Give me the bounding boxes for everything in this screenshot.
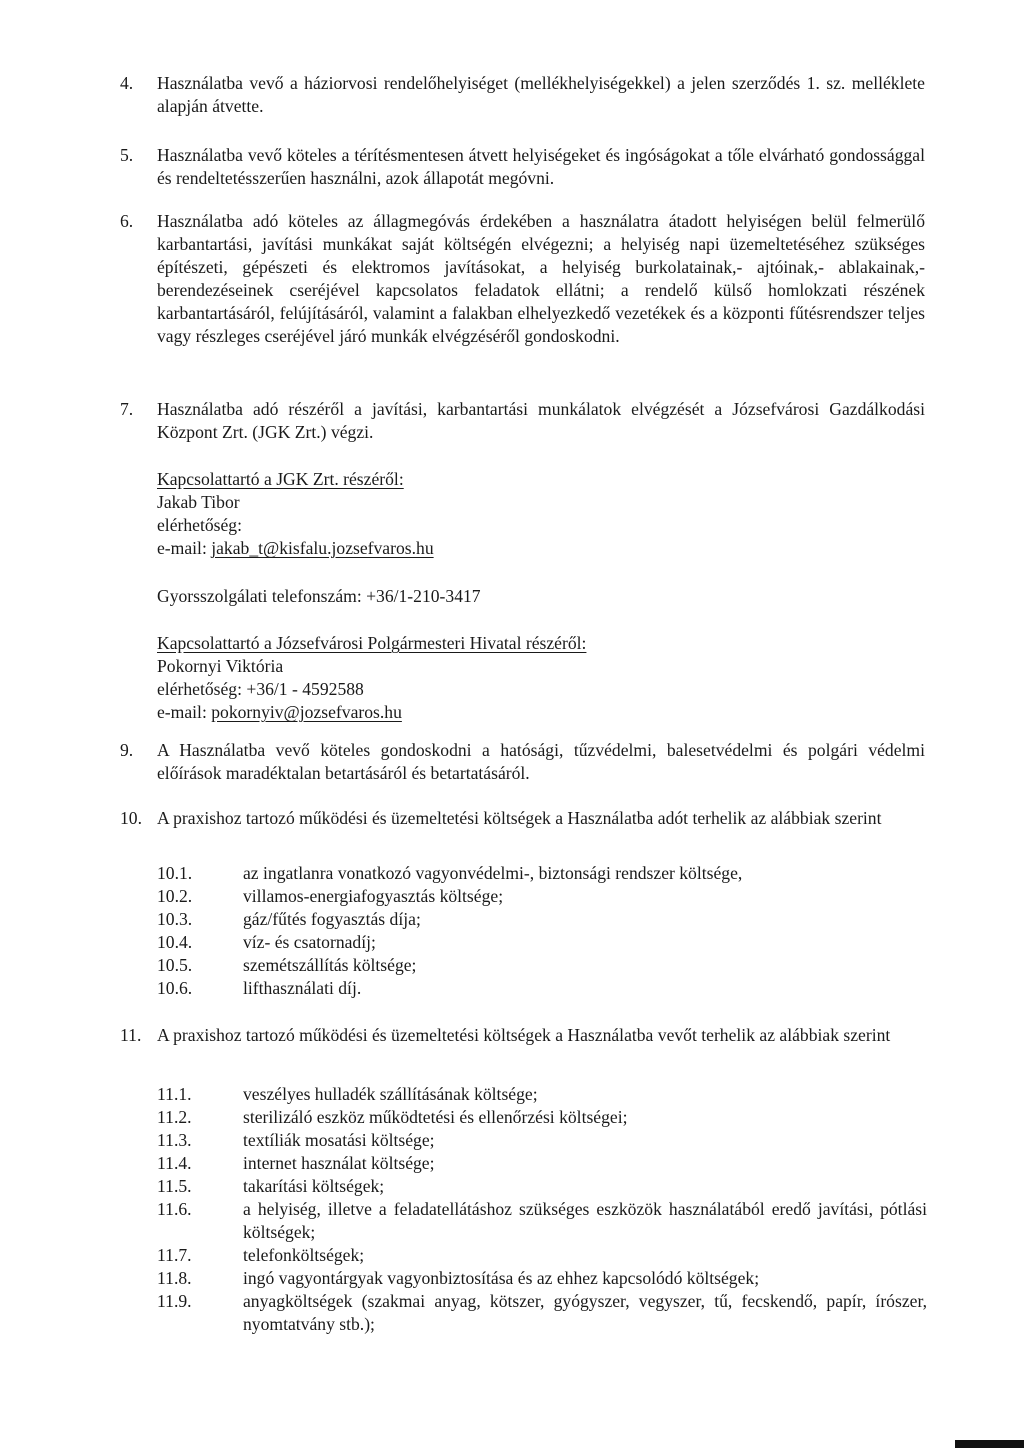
clause-9 [120,739,925,785]
list-item: 11.5. takarítási költségek; [157,1176,385,1196]
contact-jgk-email-line [157,537,917,560]
clause-7 [120,398,925,444]
clause-text: Használatba adó részéről a javítási, karbantartási munkálatok elvégzését a Józsefvárosi Gazdálkodási Központ Zrt. (JGK Zrt.) végzi. [157,399,925,442]
clause-text: A Használatba vevő köteles gondoskodni a hatósági, tűzvédelmi, balesetvédelmi és polgári védelmi előírások maradéktalan betartásáról és betartatásáról. [157,740,925,783]
clause-number: 5. [120,145,134,165]
clause-number: 7. [120,399,134,419]
clause-text: A praxishoz tartozó működési és üzemeltetési költségek a Használatba adót terhelik az alábbiak szerint [157,808,882,828]
clause-number: 11. [120,1025,142,1045]
list-item: 11.9. anyagköltségek (szakmai anyag, kötszer, gyógyszer, vegyszer, tű, fecskendő, papír, írószer, nyomtatvány stb.); [157,1291,927,1334]
contact-jgk-email-link[interactable]: jakab_t@kisfalu.jozsefvaros.hu [211,538,434,558]
list-item: 11.3. textíliák mosatási költsége; [157,1130,435,1150]
list-item: 11.7. telefonköltségek; [157,1245,365,1265]
clause-5 [120,144,925,190]
clause-text: Használatba vevő a háziorvosi rendelőhelyiséget (mellékhelyiségekkel) a jelen szerződés 1. sz. melléklete alapján átvette. [157,73,925,116]
email-label: e-mail: [157,702,212,722]
contact-jgk-heading: Kapcsolattartó a JGK Zrt. részéről: [157,469,404,489]
contact-jgk-reach-label: elérhetőség: [157,515,242,535]
clause-11-list [157,1083,927,1336]
list-item: 11.8. ingó vagyontárgyak vagyonbiztosítása és az ehhez kapcsolódó költségek; [157,1268,760,1288]
clause-10-list [157,862,927,1000]
list-item: 10.5. szemétszállítás költsége; [157,955,417,975]
clause-number: 10. [120,808,142,828]
clause-text: Használatba adó köteles az állagmegóvás érdekében a használatra átadott helyiségen belül felmerülő karbantartási, javítási munkákat saját költségén elvégezni; a helyiség napi üzemeltetéséhez szükséges építészeti, gépészeti és elektromos javításokat, a helyiség burkolatainak,- ajtóinak,- ablakainak,- berendezéseinek cseréjével kapcsolatos feladatok ellátni; a rendelő külső homlokzati részének karbantartásáról, felújításáról, valamint a falakban elhelyezkedő vezetékek és a központi fűtésrendszer teljes vagy részleges cseréjével járó munkák elvégzéséről gondoskodni. [157,211,925,346]
list-item: 10.2. villamos-energiafogyasztás költsége; [157,886,504,906]
clause-number: 9. [120,740,134,760]
contact-office-reach: elérhetőség: +36/1 - 4592588 [157,679,364,699]
list-item: 11.4. internet használat költsége; [157,1153,435,1173]
clause-11 [120,1024,925,1047]
clause-number: 6. [120,211,134,231]
clause-text: Használatba vevő köteles a térítésmentesen átvett helyiségeket és ingóságokat a tőle elvárható gondossággal és rendeltetésszerűen használni, azok állapotát megóvni. [157,145,925,188]
contact-office-heading: Kapcsolattartó a Józsefvárosi Polgármesteri Hivatal részéről: [157,633,587,653]
hotline: Gyorsszolgálati telefonszám: +36/1-210-3417 [157,586,481,606]
contact-office-email-line [157,701,917,724]
clause-number: 4. [120,73,134,93]
list-item: 10.1. az ingatlanra vonatkozó vagyonvédelmi-, biztonsági rendszer költsége, [157,863,743,883]
scan-edge-mark [955,1440,1024,1448]
clause-6 [120,210,925,348]
contact-jgk [157,468,917,560]
list-item: 11.1. veszélyes hulladék szállításának költsége; [157,1084,538,1104]
clause-10 [120,807,925,830]
contact-office-name: Pokornyi Viktória [157,656,284,676]
list-item: 11.6. a helyiség, illetve a feladatellátáshoz szükséges eszközök használatából eredő javítási, pótlási költségek; [157,1199,927,1242]
clause-text: A praxishoz tartozó működési és üzemeltetési költségek a Használatba vevőt terhelik az alábbiak szerint [157,1025,891,1045]
contact-office [157,632,917,724]
list-item: 10.6. lifthasználati díj. [157,978,362,998]
list-item: 10.4. víz- és csatornadíj; [157,932,376,952]
contact-office-email-link[interactable]: pokornyiv@jozsefvaros.hu [211,702,402,722]
list-item: 10.3. gáz/fűtés fogyasztás díja; [157,909,421,929]
email-label: e-mail: [157,538,212,558]
clause-4 [120,72,925,118]
contact-jgk-name: Jakab Tibor [157,492,240,512]
list-item: 11.2. sterilizáló eszköz működtetési és ellenőrzési költségei; [157,1107,628,1127]
